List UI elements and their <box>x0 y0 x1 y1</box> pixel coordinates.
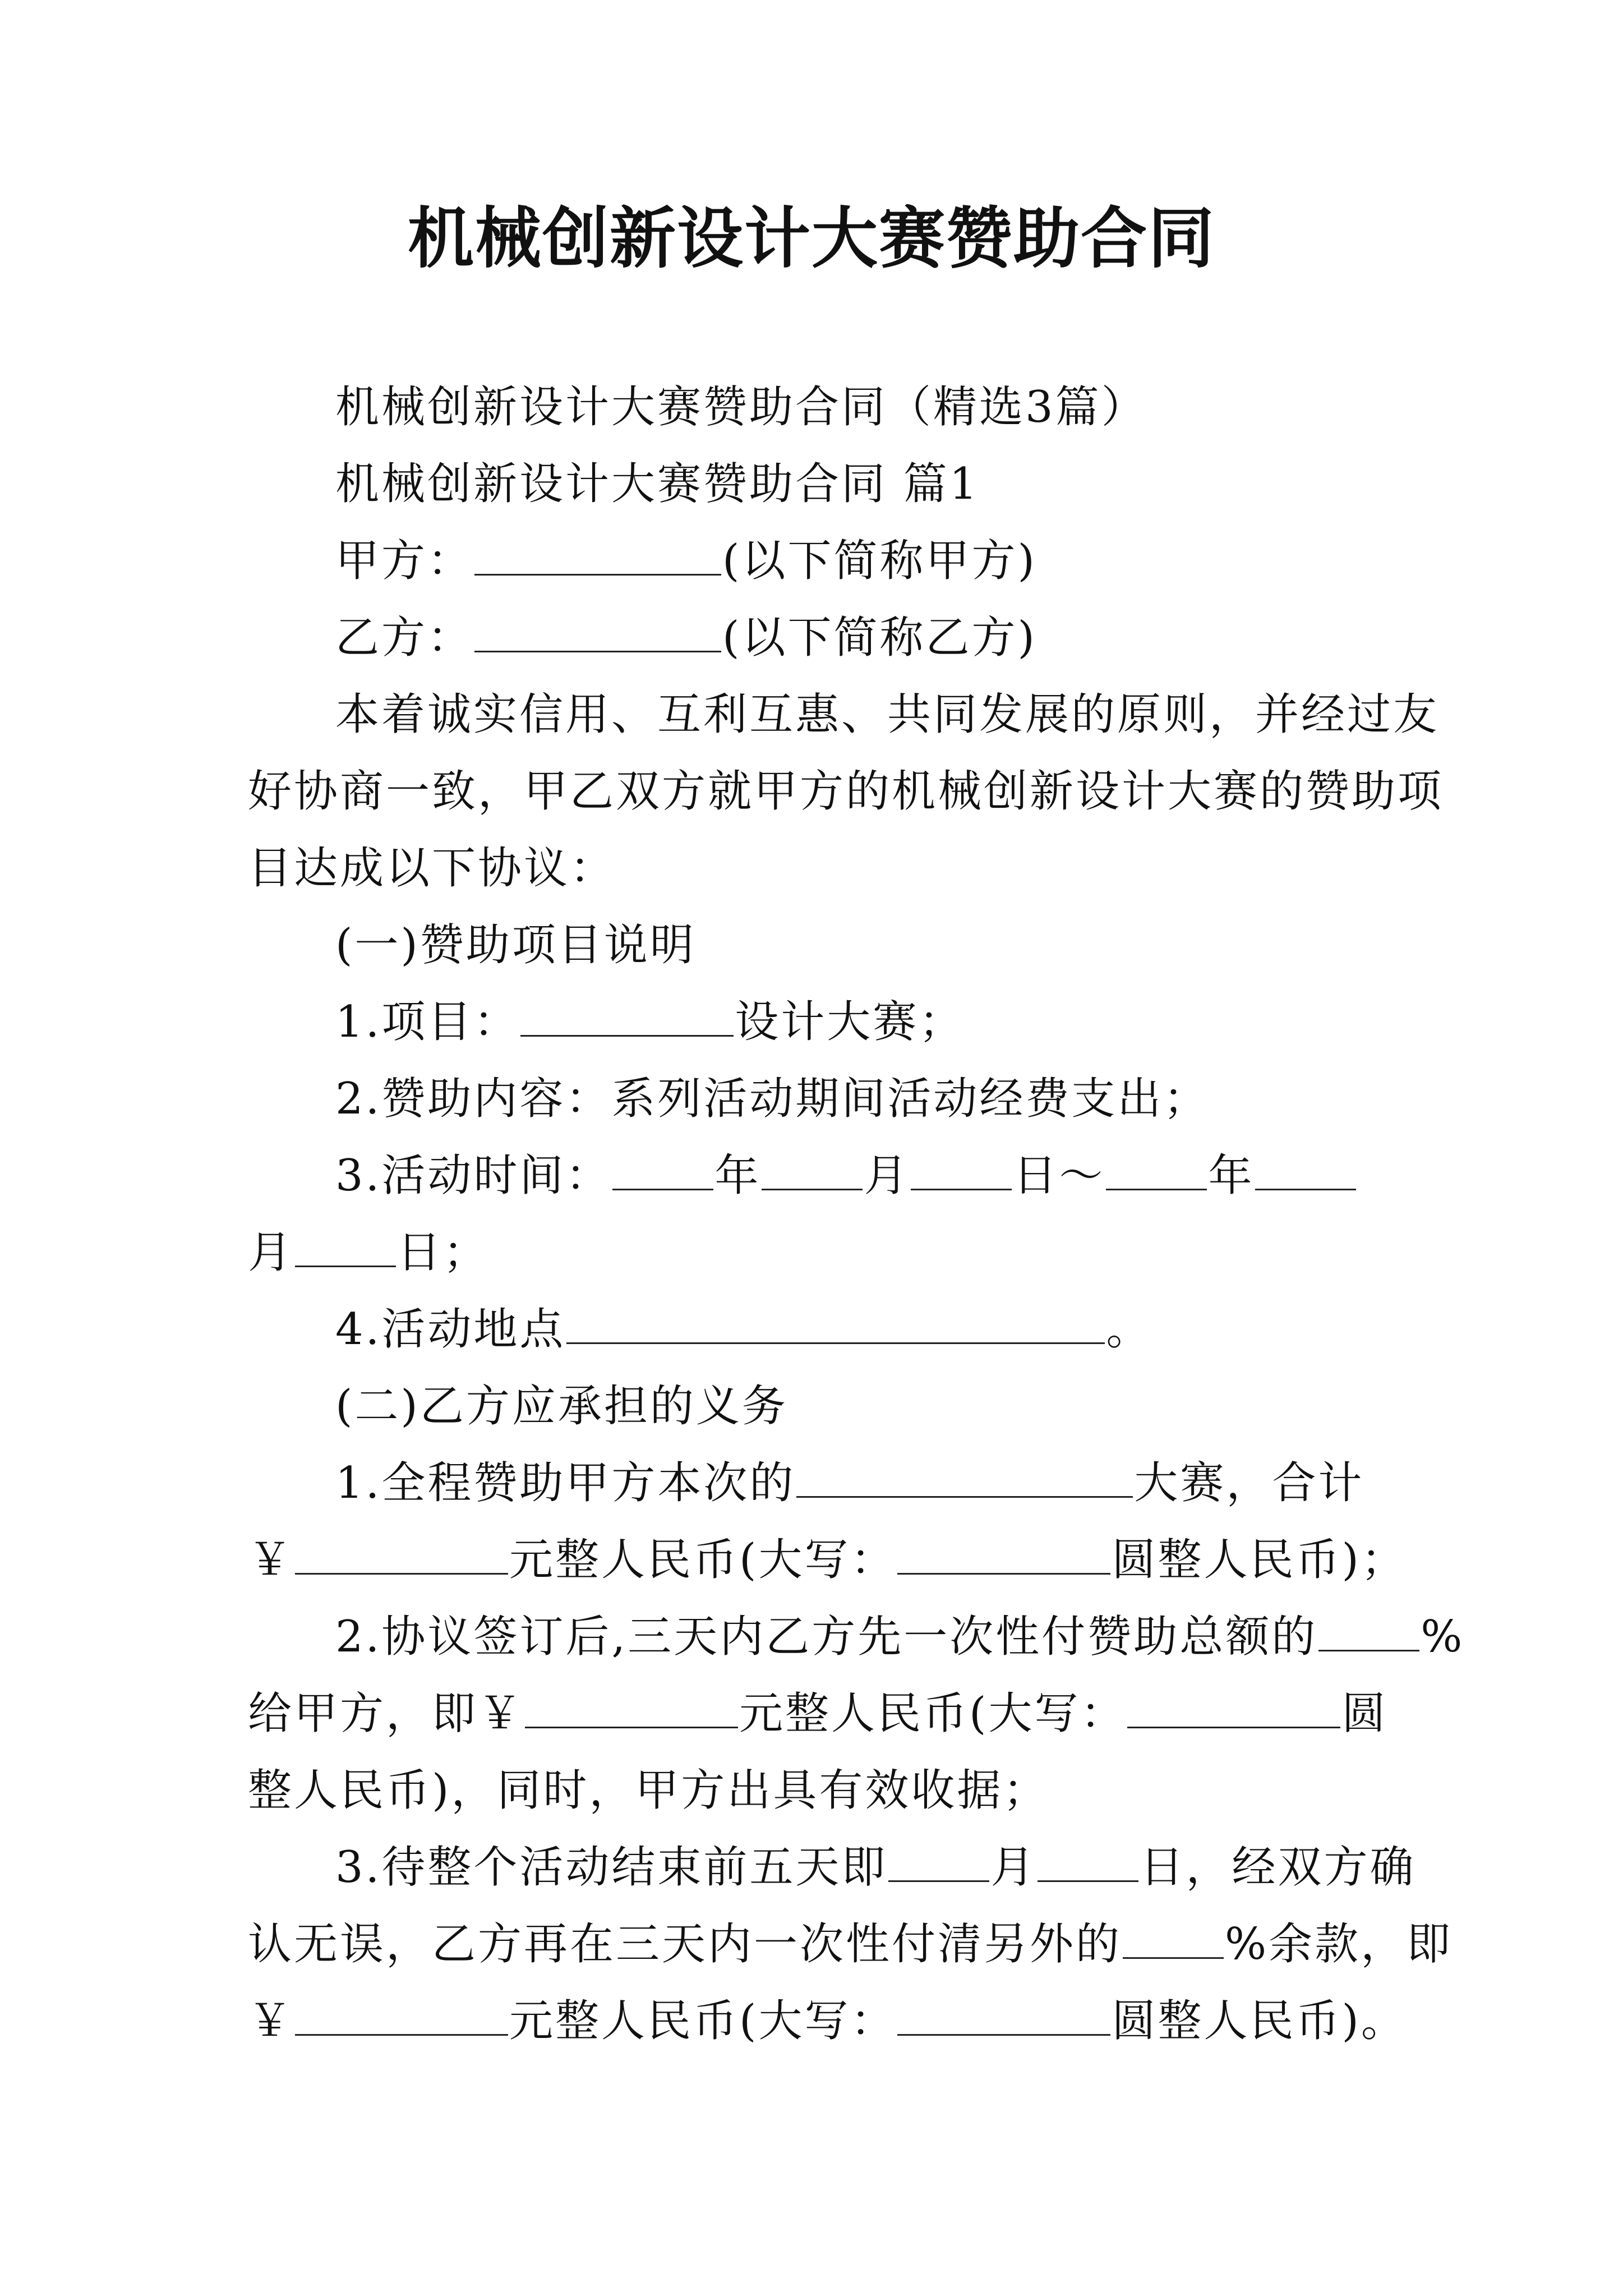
end-month-blank-1 <box>1255 1152 1356 1190</box>
day-tilde: 日～ <box>1013 1151 1105 1201</box>
ob3-close: 圆整人民币)。 <box>1112 1996 1407 2046</box>
yen-sign: ￥ <box>248 1996 294 2046</box>
ob1-suffix: 大赛，合计 <box>1134 1458 1364 1508</box>
item4-line <box>248 1291 1420 1368</box>
document-body <box>248 369 1465 2060</box>
day-end: 日； <box>397 1227 490 1278</box>
ob2-text: 2.协议签订后,三天内乙方先一次性付赞助总额的 <box>335 1612 1318 1662</box>
start-year-blank <box>612 1152 713 1190</box>
start-month-blank <box>762 1152 863 1190</box>
location-blank <box>566 1305 1105 1344</box>
ob2-line-2 <box>248 1676 1420 1752</box>
ob3-day-blank <box>1038 1843 1138 1882</box>
item4-label: 4.活动地点 <box>335 1304 566 1355</box>
party-a-label: 甲方： <box>335 536 474 586</box>
yen-sign: ￥ <box>248 1535 294 1585</box>
item3-label: 3.活动时间： <box>335 1151 612 1201</box>
ob3-percent-blank <box>1123 1920 1224 1959</box>
party-a-blank <box>474 537 721 576</box>
ob3-text: 3.待整个活动结束前五天即 <box>335 1842 888 1893</box>
ob3-amount-blank <box>295 1997 508 2036</box>
ob2-capital-blank <box>1127 1690 1340 1728</box>
party-b-blank <box>474 614 721 652</box>
ob3-line <box>248 1829 1420 1906</box>
item1-line <box>248 984 1420 1061</box>
start-day-blank <box>911 1152 1012 1190</box>
ob1-line-2 <box>248 1522 1420 1599</box>
ob1-amount-blank <box>295 1536 508 1575</box>
ob3-line-3 <box>248 1983 1420 2060</box>
month-char: 月 <box>864 1151 910 1201</box>
year-char: 年 <box>1208 1151 1255 1201</box>
ob1-text: 1.全程赞助甲方本次的 <box>335 1458 796 1508</box>
month-char: 月 <box>248 1227 294 1278</box>
ob2-percent-blank <box>1318 1613 1419 1651</box>
ob2-give: 给甲方，即￥ <box>248 1688 524 1739</box>
item1-blank <box>520 998 734 1037</box>
percent-sign: % <box>1421 1612 1465 1662</box>
party-a-line <box>248 523 1420 600</box>
ob3-line2-suffix: %余款，即 <box>1225 1919 1453 1970</box>
party-b-suffix: (以下简称乙方) <box>722 613 1037 663</box>
ob1-line <box>248 1445 1420 1522</box>
ob1-capital-blank <box>897 1536 1110 1575</box>
section-heading: 机械创新设计大赛赞助合同 篇1 <box>335 459 980 509</box>
end-year-blank <box>1106 1152 1207 1190</box>
ob3-day-text: 日，经双方确 <box>1140 1842 1416 1893</box>
month-char: 月 <box>990 1842 1037 1893</box>
ob1-event-blank <box>796 1459 1133 1498</box>
yuan-text: 元整人民币(大写： <box>739 1688 1127 1739</box>
ob2-line-3: 整人民币)，同时，甲方出具有效收据； <box>248 1765 1049 1816</box>
item1-label: 1.项目： <box>335 997 520 1047</box>
end-day-blank <box>295 1228 396 1267</box>
ob3-line2-text: 认无误，乙方再在三天内一次性付清另外的 <box>248 1919 1122 1970</box>
ob3-line-2 <box>248 1906 1453 1983</box>
yuan-text: 元整人民币(大写： <box>509 1996 897 2046</box>
year-char: 年 <box>714 1151 761 1201</box>
preamble-line-2: 好协商一致，甲乙双方就甲方的机械创新设计大赛的赞助项 <box>248 766 1444 817</box>
preamble-line-1: 本着诚实信用、互利互惠、共同发展的原则，并经过友 <box>335 689 1440 740</box>
item4-suffix: 。 <box>1106 1304 1152 1355</box>
yuan-text: 元整人民币(大写： <box>509 1535 897 1585</box>
party-a-suffix: (以下简称甲方) <box>722 536 1037 586</box>
party-b-line <box>248 600 1420 677</box>
subtitle-line: 机械创新设计大赛赞助合同（精选3篇） <box>335 382 1147 432</box>
yuan-close: 圆整人民币)； <box>1112 1535 1407 1585</box>
part1-heading: (一)赞助项目说明 <box>335 920 696 970</box>
ob3-capital-blank <box>897 1997 1110 2036</box>
item3-line <box>248 1138 1420 1214</box>
yuan-char: 圆 <box>1341 1688 1388 1739</box>
preamble-line-3: 目达成以下协议： <box>248 843 616 894</box>
ob2-amount-blank <box>525 1690 738 1728</box>
item1-suffix: 设计大赛； <box>735 997 965 1047</box>
ob3-month-blank <box>888 1843 989 1882</box>
item2-line: 2.赞助内容：系列活动期间活动经费支出； <box>335 1074 1210 1124</box>
document-title: 机械创新设计大赛赞助合同 <box>407 199 1215 277</box>
party-b-label: 乙方： <box>335 613 474 663</box>
part2-heading: (二)乙方应承担的义务 <box>335 1381 788 1432</box>
ob2-line <box>248 1599 1465 1676</box>
item3-line-2 <box>248 1214 1420 1291</box>
